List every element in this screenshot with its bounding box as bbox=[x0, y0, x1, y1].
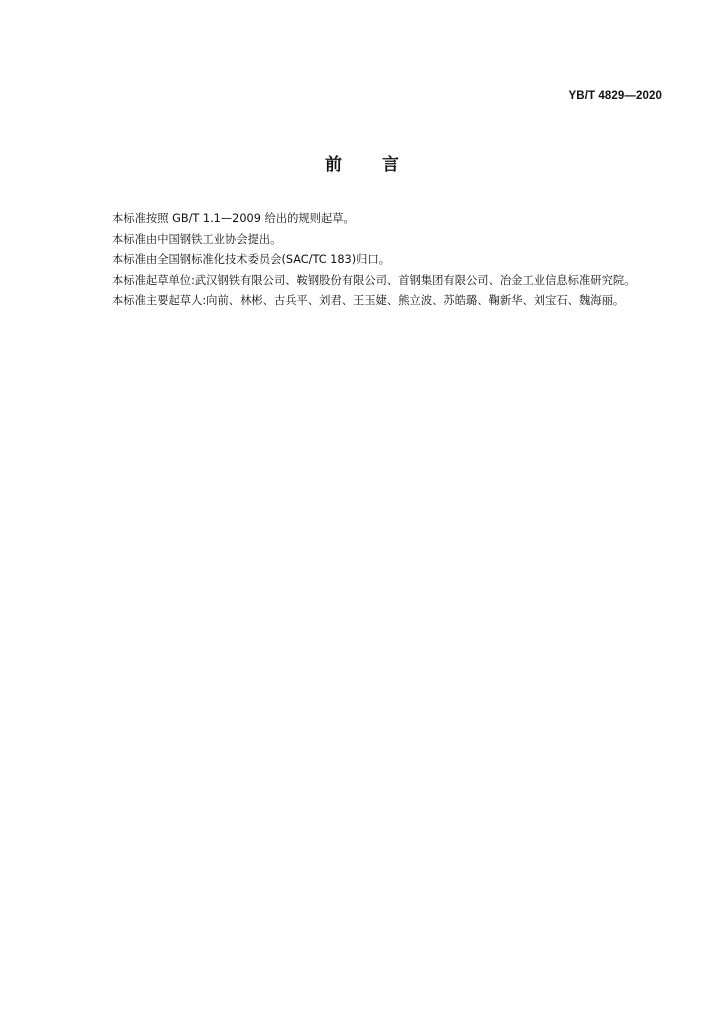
foreword-body bbox=[88, 209, 662, 312]
paragraph-drafting-units: 本标准起草单位:武汉钢铁有限公司、鞍钢股份有限公司、首钢集团有限公司、冶金工业信息标准研究院。 bbox=[112, 273, 636, 287]
title-char-2: 言 bbox=[382, 155, 399, 175]
paragraph-drafting-rules: 本标准按照 GB/T 1.1—2009 给出的规则起草。 bbox=[112, 212, 355, 225]
paragraph-proposer: 本标准由中国钢铁工业协会提出。 bbox=[112, 232, 282, 246]
paragraph-drafters: 本标准主要起草人:向前、林彬、古兵平、刘君、王玉婕、熊立波、苏皓璐、鞠新华、刘宝石、魏海丽。 bbox=[112, 294, 625, 307]
standard-code: YB/T 4829—2020 bbox=[568, 90, 662, 102]
page-title bbox=[0, 150, 724, 175]
paragraph-technical-committee: 本标准由全国钢标准化技术委员会(SAC/TC 183)归口。 bbox=[112, 253, 391, 266]
title-char-1: 前 bbox=[325, 155, 342, 175]
